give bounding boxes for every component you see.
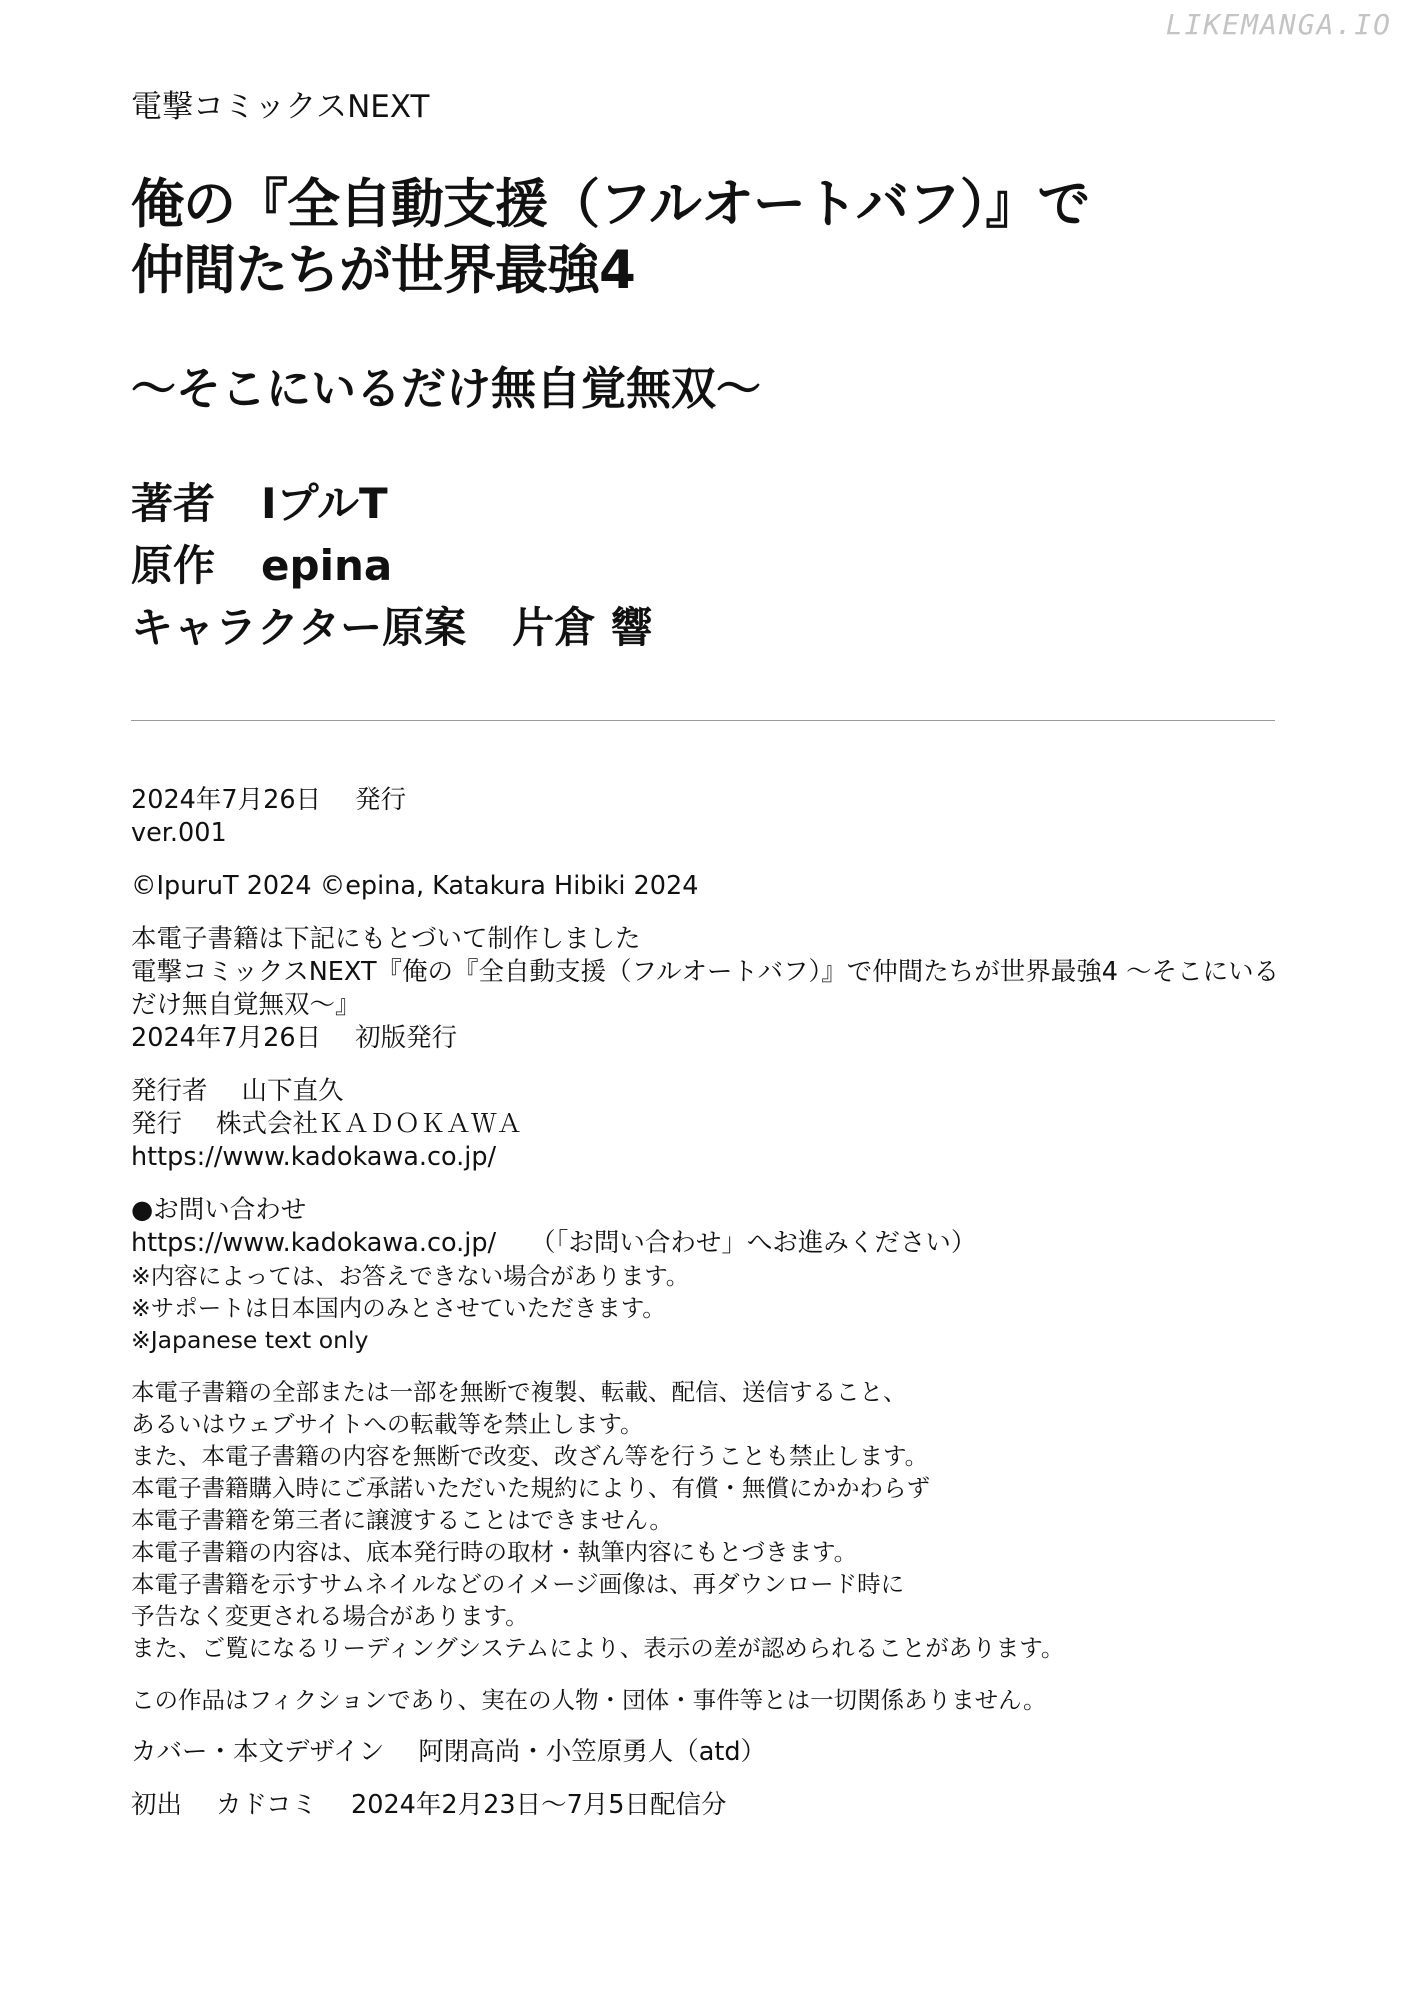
publication-date: 2024年7月26日 <box>131 785 322 815</box>
legal-notice-line: あるいはウェブサイトへの転載等を禁止します。 <box>131 1410 644 1438</box>
inquiry-heading: ●お問い合わせ <box>131 1195 307 1225</box>
source-date-label: 初版発行 <box>355 1023 458 1053</box>
publisher-info <box>131 1075 1281 1174</box>
publication-date-line <box>131 784 1281 817</box>
imprint-label: 電撃コミックスNEXT <box>131 89 430 125</box>
first-appearance-label: 初出 <box>131 1790 183 1820</box>
company-line <box>131 1108 1281 1141</box>
inquiry-url[interactable]: https://www.kadokawa.co.jp/ <box>131 1228 497 1258</box>
credit-name: IプルT <box>261 479 388 528</box>
inquiry-info <box>131 1194 1281 1356</box>
source-book-title: 電撃コミックスNEXT『俺の『全自動支援（フルオートバフ）』で仲間たちが世界最強4 〜そこにいるだけ無自覚無双〜』 <box>131 957 1280 1020</box>
credit-author <box>131 473 653 535</box>
source-intro: 本電子書籍は下記にもとづいて制作しました <box>131 924 641 954</box>
credit-role: キャラクター原案 <box>131 603 467 652</box>
publication-date-label: 発行 <box>355 785 407 815</box>
legal-notice-line: 本電子書籍の全部または一部を無断で複製、転載、配信、送信すること、 <box>131 1378 907 1406</box>
source-edition <box>131 923 1281 1055</box>
first-appearance-period: 2024年2月23日〜7月5日配信分 <box>351 1790 727 1820</box>
legal-notice-line: また、ご覧になるリーディングシステムにより、表示の差が認められることがあります。 <box>131 1634 1065 1662</box>
source-date-line <box>131 1022 1281 1055</box>
publisher-url[interactable]: https://www.kadokawa.co.jp/ <box>131 1142 497 1172</box>
credit-role: 著者 <box>131 479 216 528</box>
publisher-label: 発行者 <box>131 1076 208 1106</box>
colophon <box>131 784 1281 1842</box>
publisher-line <box>131 1075 1281 1108</box>
book-title <box>131 172 1089 304</box>
company-name: 株式会社ＫＡＤＯＫＡＷＡ <box>216 1109 523 1139</box>
legal-notices <box>131 1376 1281 1664</box>
fiction-disclaimer: この作品はフィクションであり、実在の人物・団体・事件等とは一切関係ありません。 <box>131 1686 1047 1714</box>
legal-notice-line: また、本電子書籍の内容を無断で改変、改ざん等を行うことも禁止します。 <box>131 1442 929 1470</box>
credits-block <box>131 473 653 659</box>
design-credit <box>131 1736 1281 1769</box>
credit-name: 片倉 響 <box>512 603 653 652</box>
inquiry-note: ※内容によっては、お答えできない場合があります。 <box>131 1262 690 1290</box>
legal-notice-line: 本電子書籍の内容は、底本発行時の取材・執筆内容にもとづきます。 <box>131 1538 858 1566</box>
book-title-line-1: 俺の『全自動支援（フルオートバフ）』で <box>131 174 1090 235</box>
inquiry-url-note: （「お問い合わせ」へお進みください） <box>530 1228 977 1258</box>
version: ver.001 <box>131 818 227 848</box>
legal-notice-line: 予告なく変更される場合があります。 <box>131 1602 529 1630</box>
source-date: 2024年7月26日 <box>131 1023 322 1053</box>
design-label: カバー・本文デザイン <box>131 1737 385 1767</box>
book-title-line-2: 仲間たちが世界最強4 <box>131 240 635 301</box>
section-divider <box>131 720 1275 721</box>
site-watermark: LIKEMANGA.IO <box>1165 8 1392 41</box>
inquiry-note: ※Japanese text only <box>131 1326 369 1354</box>
credit-name: epina <box>261 541 393 590</box>
inquiry-note: ※サポートは日本国内のみとさせていただきます。 <box>131 1294 666 1322</box>
copyright-notice: ©IpuruT 2024 ©epina, Katakura Hibiki 2024 <box>131 871 699 901</box>
inquiry-url-line <box>131 1227 1281 1260</box>
legal-notice-line: 本電子書籍を示すサムネイルなどのイメージ画像は、再ダウンロード時に <box>131 1570 905 1598</box>
legal-notice-line: 本電子書籍を第三者に譲渡することはできません。 <box>131 1506 673 1534</box>
publisher-name: 山下直久 <box>241 1076 344 1106</box>
credit-role: 原作 <box>131 541 216 590</box>
company-label: 発行 <box>131 1109 183 1139</box>
credit-character-design <box>131 597 653 659</box>
book-subtitle: 〜そこにいるだけ無自覚無双〜 <box>131 362 762 415</box>
publication-info <box>131 784 1281 850</box>
design-name: 阿閉高尚・小笠原勇人（atd） <box>418 1737 767 1767</box>
credit-original-work <box>131 535 653 597</box>
first-appearance-medium: カドコミ <box>216 1790 317 1820</box>
legal-notice-line: 本電子書籍購入時にご承諾いただいた規約により、有償・無償にかかわらず <box>131 1474 930 1502</box>
first-appearance <box>131 1789 1281 1822</box>
